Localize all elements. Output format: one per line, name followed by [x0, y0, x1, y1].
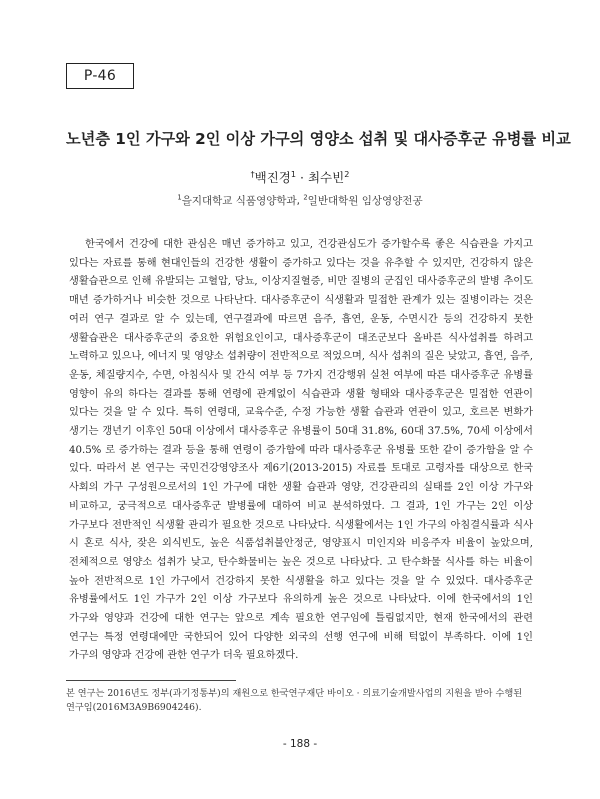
affiliation-line: [66, 193, 534, 208]
corresponding-mark: †: [250, 168, 255, 179]
paper-title: 노년층 1인 가구와 2인 이상 가구의 영양소 섭취 및 대사증후군 유병률 비교: [66, 130, 571, 148]
affil-1-mark: 1: [177, 193, 182, 202]
author-line: [66, 168, 534, 186]
affil-2-mark: 2: [303, 193, 308, 202]
author-1-affil-mark: 1: [290, 168, 297, 179]
author-2-affil-mark: 2: [344, 168, 350, 179]
abstract-code-box: [66, 63, 134, 89]
affiliation-2: 일반대학원 임상영양전공: [307, 195, 423, 207]
author-2: 최수빈: [307, 170, 345, 185]
author-1: 백진경: [254, 170, 291, 185]
affiliation-1: 을지대학교 식품영양학과,: [181, 195, 304, 207]
author-separator: ·: [296, 170, 308, 185]
funding-footnote: 본 연구는 2016년도 정부(과기정통부)의 재원으로 한국연구재단 바이오 · 의료기술개발사업의 지원을 받아 수행된 연구임(2016M3A9B6904246).: [66, 688, 523, 713]
abstract-body: 한국에서 건강에 대한 관심은 매년 증가하고 있고, 건강관심도가 증가할수록 좋은 식습관을 가지고 있다는 자료를 통해 현대인들의 건강한 생활이 증가하고 있다는 것을 유추할 수 있지만, 건강하지 않은 생활습관으로 인해 유발되는 고혈압, 당뇨, 이상지질혈증, 비만 질병의 군집인 대사증후군의 발병 추이도 매년 증가하거나 비슷한 것으로 나타난다. 대사증후군이 식생활과 밀접한 관계가 있는 질병이라는 것은 여러 연구 결과로 알 수 있는데, 연구결과에 따르면 음주, 흡연, 운동, 수면시간 등의 건강하지 못한 생활습관은 대사증후군의 중요한 위험요인이고, 대사증후군이 대조군보다 올바른 식사섭취를 하려고 노력하고 있으나, 에너지 및 영양소 섭취량이 전반적으로 적었으며, 식사 섭취의 질은 낮았고, 흡연, 음주, 운동, 체질량지수, 수면, 아침식사 및 간식 여부 등 7가지 건강행위 실천 여부에 따른 대사증후군 유병률 영향이 유의 하다는 결과를 통해 연령에 관계없이 식습관과 생활 형태와 대사증후군은 밀접한 연관이 있다는 것을 알 수 있다. 특히 연령대, 교육수준, 수정 가능한 생활 습관과 연관이 있고, 호르몬 변화가 생기는 갱년기 이후인 50대 이상에서 대사증후군 유병률이 50대 31.8%, 60대 37.5%, 70세 이상에서 40.5% 로 증가하는 결과 등을 통해 연령이 증가함에 따라 대사증후군 유병률 또한 같이 증가함을 알 수 있다. 따라서 본 연구는 국민건강영양조사 제6기(2013-2015) 자료를 토대로 고령자를 대상으로 한국 사회의 가구 구성원으로서의 1인 가구에 대한 생활 습관과 영양, 건강관리의 실태를 2인 이상 가구와 비교하고, 궁극적으로 대사증후군 발병률에 대하여 비교 분석하였다. 그 결과, 1인 가구는 2인 이상 가구보다 전반적인 식생활 관리가 필요한 것으로 나타났다. 식생활에서는 1인 가구의 아침결식률과 식사 시 혼로 식사, 잦은 외식빈도, 높은 식품섭취불안정군, 영양표시 미인지와 비응주자 비율이 높았으며, 전체적으로 영양소 섭취가 낮고, 탄수화물비는 높은 것으로 나타났다. 고 탄수화물 식사를 하는 비율이 높아 전반적으로 1인 가구에서 건강하지 못한 식생활을 하고 있다는 것을 알 수 있었다. 대사증후군 유병률에서도 1인 가구가 2인 이상 가구보다 유의하게 높은 것으로 나타났다. 이에 한국에서의 1인 가구와 영양과 건강에 대한 연구는 앞으로 계속 필요한 연구임에 틀림없지만, 현재 한국에서의 관련 연구는 특정 연령대에만 국한되어 있어 다양한 외국의 선행 연구에 비해 턱없이 부족하다. 이에 1인 가구의 영양과 건강에 관한 연구가 더욱 필요하겠다.: [69, 239, 533, 662]
abstract-code: P-46: [83, 68, 117, 84]
footnote-divider: [66, 680, 236, 681]
page-number: - 188 -: [282, 738, 318, 750]
